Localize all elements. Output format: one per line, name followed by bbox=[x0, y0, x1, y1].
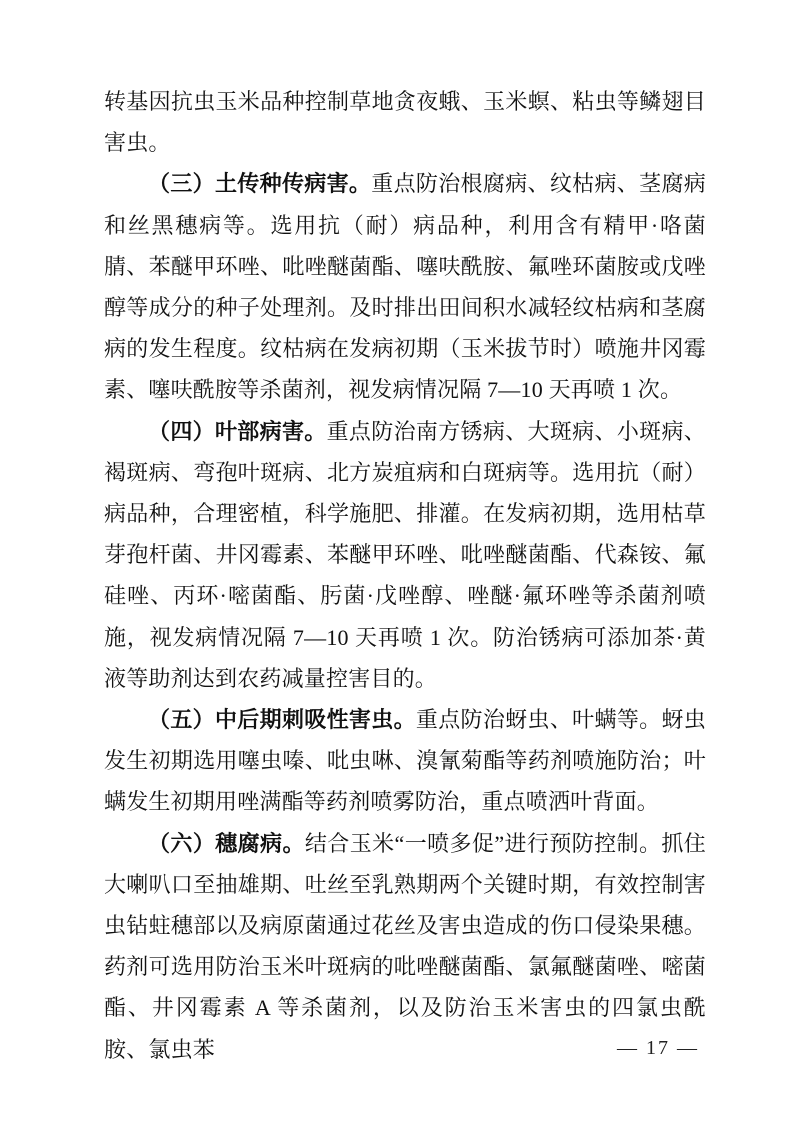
page-body bbox=[104, 81, 706, 1070]
section-heading: （六）穗腐病。 bbox=[148, 830, 305, 856]
paragraph-text: 重点防治根腐病、纹枯病、茎腐病和丝黑穗病等。选用抗（耐）病品种，利用含有精甲·咯菌腈、苯醚甲环唑、吡唑醚菌酯、噻呋酰胺、氟唑环菌胺或戊唑醇等成分的种子处理剂。及时排出田间积水减轻纹枯病和茎腐病的发生程度。纹枯病在发病初期（玉米拔节时）喷施井冈霉素、噻呋酰胺等杀菌剂，视发病情况隔 7—10 天再喷 1 次。 bbox=[104, 171, 706, 403]
paragraph-text: 结合玉米“一喷多促”进行预防控制。抓住大喇叭口至抽雄期、吐丝至乳熟期两个关键时期，有效控制害虫钻蛀穗部以及病原菌通过花丝及害虫造成的伤口侵染果穗。药剂可选用防治玉米叶斑病的吡唑醚菌酯、氯氟醚菌唑、嘧菌酯、井冈霉素 A 等杀菌剂，以及防治玉米害虫的四氯虫酰胺、氯虫苯 bbox=[104, 830, 706, 1062]
paragraph-text: 重点防治南方锈病、大斑病、小斑病、褐斑病、弯孢叶斑病、北方炭疽病和白斑病等。选用抗（耐）病品种，合理密植，科学施肥、排灌。在发病初期，选用枯草芽孢杆菌、井冈霉素、苯醚甲环唑、吡唑醚菌酯、代森铵、氟硅唑、丙环·嘧菌酯、肟菌·戊唑醇、唑醚·氟环唑等杀菌剂喷施，视发病情况隔 7—10 天再喷 1 次。防治锈病可添加茶·黄液等助剂达到农药减量控害目的。 bbox=[104, 418, 707, 691]
paragraph-section-5 bbox=[104, 699, 706, 823]
paragraph-section-3 bbox=[104, 163, 706, 410]
paragraph-section-6 bbox=[104, 823, 706, 1070]
section-heading: （四）叶部病害。 bbox=[148, 418, 327, 444]
page-number: — 17 — bbox=[617, 1037, 699, 1059]
paragraph-text: 转基因抗虫玉米品种控制草地贪夜蛾、玉米螟、粘虫等鳞翅目害虫。 bbox=[104, 89, 706, 156]
paragraph-text: 重点防治蚜虫、叶螨等。蚜虫发生初期选用噻虫嗪、吡虫啉、溴氰菊酯等药剂喷施防治；叶螨发生初期用唑满酯等药剂喷雾防治，重点喷洒叶背面。 bbox=[104, 707, 706, 815]
section-heading: （三）土传种传病害。 bbox=[148, 171, 372, 197]
paragraph-continued bbox=[104, 81, 706, 163]
section-heading: （五）中后期刺吸性害虫。 bbox=[148, 707, 416, 733]
paragraph-section-4 bbox=[104, 411, 706, 699]
